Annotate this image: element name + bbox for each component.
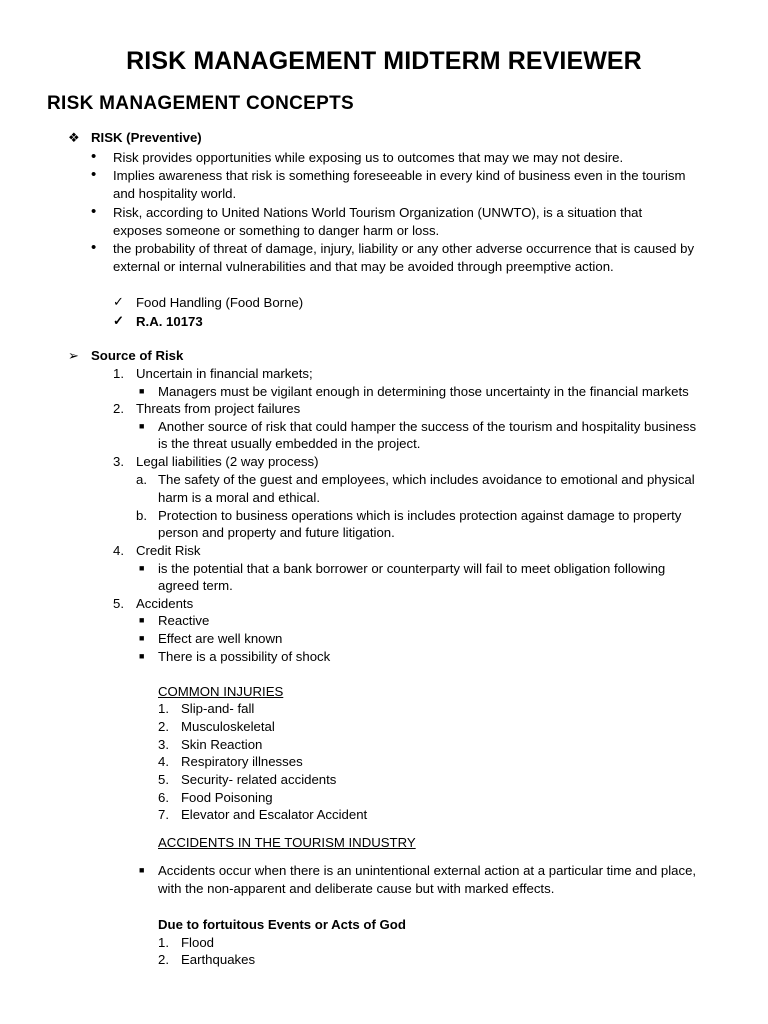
injury-item: Security- related accidents xyxy=(181,772,337,787)
bullet-icon: • xyxy=(91,239,97,256)
risk-bullet-line: Risk, according to United Nations World Tourism Organization (UNWTO), is a situation that xyxy=(113,205,643,220)
check-item: R.A. 10173 xyxy=(136,314,203,329)
list-number: 4. xyxy=(158,754,169,769)
checkmark-icon: ✓ xyxy=(113,313,125,328)
checkmark-icon: ✓ xyxy=(113,294,125,309)
list-number: 1. xyxy=(158,935,169,950)
source-sub-line: The safety of the guest and employees, which includes avoidance to emotional and physical xyxy=(158,472,695,487)
tourism-bullet-line: Accidents occur when there is an unintentional external action at a particular time and place, xyxy=(158,863,697,878)
injury-item: Skin Reaction xyxy=(181,737,263,752)
source-item-label: Uncertain in financial markets; xyxy=(136,366,313,381)
fortuitous-item: Earthquakes xyxy=(181,952,256,967)
risk-bullet-line: external or internal vulnerabilities and that may be avoided through preemptive action. xyxy=(113,259,614,274)
square-bullet-icon: ■ xyxy=(139,633,145,643)
risk-heading: RISK (Preventive) xyxy=(91,130,202,145)
list-number: 7. xyxy=(158,807,169,822)
list-number: 2. xyxy=(158,952,169,967)
list-number: 5. xyxy=(113,596,124,611)
bullet-icon: • xyxy=(91,166,97,183)
injury-item: Slip-and- fall xyxy=(181,701,255,716)
arrow-bullet-icon: ➢ xyxy=(68,348,80,363)
source-sub-line: is the threat usually embedded in the project. xyxy=(158,436,421,451)
source-sub-line: Protection to business operations which is includes protection against damage to property xyxy=(158,508,682,523)
list-number: 6. xyxy=(158,790,169,805)
source-item-label: Credit Risk xyxy=(136,543,201,558)
list-number: 4. xyxy=(113,543,124,558)
tourism-bullet-line: with the non-apparent and deliberate cause but with marked effects. xyxy=(158,881,555,896)
source-sub-line: agreed term. xyxy=(158,578,233,593)
injury-item: Respiratory illnesses xyxy=(181,754,303,769)
risk-bullet-line: Implies awareness that risk is something foreseeable in every kind of business even in the tourism xyxy=(113,168,686,183)
source-sub-line: harm is a moral and ethical. xyxy=(158,490,320,505)
square-bullet-icon: ■ xyxy=(139,651,145,661)
square-bullet-icon: ■ xyxy=(139,615,145,625)
list-number: 1. xyxy=(158,701,169,716)
injury-item: Musculoskeletal xyxy=(181,719,275,734)
source-item-label: Legal liabilities (2 way process) xyxy=(136,454,319,469)
sub-letter: b. xyxy=(136,508,147,523)
risk-bullet-line: exposes someone or something to danger harm or loss. xyxy=(113,223,440,238)
source-sub-line: Effect are well known xyxy=(158,631,283,646)
diamond-bullet-icon: ❖ xyxy=(68,130,80,145)
risk-bullet-line: the probability of threat of damage, injury, liability or any other adverse occurrence that is caused by xyxy=(113,241,695,256)
source-item-label: Accidents xyxy=(136,596,194,611)
source-sub-line: Another source of risk that could hamper the success of the tourism and hospitality business xyxy=(158,419,697,434)
square-bullet-icon: ■ xyxy=(139,563,145,573)
square-bullet-icon: ■ xyxy=(139,421,145,431)
source-heading: Source of Risk xyxy=(91,348,184,363)
source-sub-line: There is a possibility of shock xyxy=(158,649,331,664)
source-sub-line: Managers must be vigilant enough in determining those uncertainty in the financial markets xyxy=(158,384,689,399)
risk-bullet-line: Risk provides opportunities while exposing us to outcomes that may we may not desire. xyxy=(113,150,624,165)
source-item-label: Threats from project failures xyxy=(136,401,301,416)
injury-item: Elevator and Escalator Accident xyxy=(181,807,368,822)
injury-item: Food Poisoning xyxy=(181,790,273,805)
fortuitous-item: Flood xyxy=(181,935,214,950)
check-item: Food Handling (Food Borne) xyxy=(136,295,304,310)
square-bullet-icon: ■ xyxy=(139,865,145,875)
bullet-icon: • xyxy=(91,203,97,220)
document-title: RISK MANAGEMENT MIDTERM REVIEWER xyxy=(126,47,642,75)
list-number: 3. xyxy=(113,454,124,469)
tourism-heading: ACCIDENTS IN THE TOURISM INDUSTRY xyxy=(158,835,416,850)
source-sub-line: is the potential that a bank borrower or counterparty will fail to meet obligation following xyxy=(158,561,666,576)
list-number: 2. xyxy=(113,401,124,416)
source-sub-line: person and property and future litigation. xyxy=(158,525,395,540)
bullet-icon: • xyxy=(91,148,97,165)
injuries-heading: COMMON INJURIES xyxy=(158,684,284,699)
square-bullet-icon: ■ xyxy=(139,386,145,396)
fortuitous-heading: Due to fortuitous Events or Acts of God xyxy=(158,917,406,932)
sub-letter: a. xyxy=(136,472,147,487)
list-number: 1. xyxy=(113,366,124,381)
source-sub-line: Reactive xyxy=(158,613,210,628)
list-number: 3. xyxy=(158,737,169,752)
section-heading: RISK MANAGEMENT CONCEPTS xyxy=(47,93,354,114)
risk-bullet-line: and hospitality world. xyxy=(113,186,237,201)
list-number: 2. xyxy=(158,719,169,734)
list-number: 5. xyxy=(158,772,169,787)
